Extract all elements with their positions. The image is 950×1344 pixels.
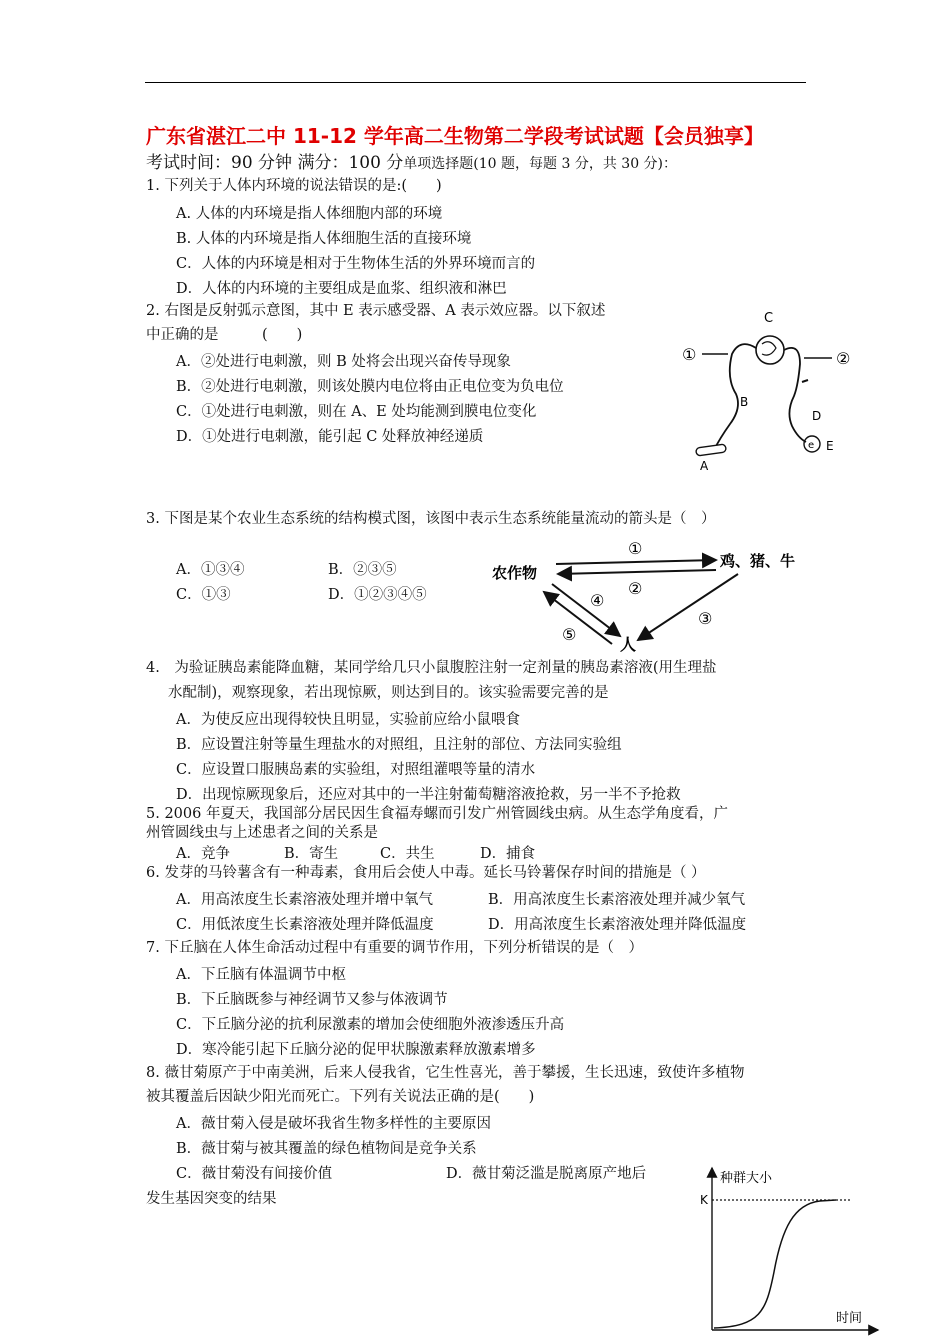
q4-stem-line2: 水配制)，观察现象，若出现惊厥，则达到目的。该实验需要完善的是	[168, 685, 609, 701]
document-title: 广东省湛江二中 11-12 学年高二生物第二学段考试试题【会员独享】	[146, 124, 764, 148]
q8-stem-line1: 8. 薇甘菊原产于中南美洲，后来人侵我省，它生性喜光，善于攀援，生长迅速，致使许多植物	[146, 1065, 745, 1081]
svg-text:e: e	[808, 440, 815, 451]
y-axis-label: 种群大小	[720, 1171, 773, 1186]
q1-option-c: C．人体的内环境是相对于生物体生活的外界环境而言的	[176, 256, 536, 272]
effector-a	[696, 444, 727, 456]
exam-info-line	[146, 148, 677, 173]
q5-option-c: C．共生	[380, 846, 435, 862]
q6-option-c: C．用低浓度生长素溶液处理并降低温度	[176, 917, 434, 933]
s-curve	[714, 1200, 836, 1328]
q4-option-d: D．出现惊厥现象后，还应对其中的一半注射葡萄糖溶液抢救，另一半不予抢救	[176, 787, 681, 803]
q3-option-a: A．①③④	[176, 562, 245, 578]
arrow-label-5: ⑤	[562, 625, 577, 644]
label-b: B	[740, 395, 749, 409]
center-c-circle	[756, 336, 784, 364]
q7-option-b: B．下丘脑既参与神经调节又参与体液调节	[176, 992, 448, 1008]
label-d: D	[812, 409, 822, 423]
q7-option-a: A．下丘脑有体温调节中枢	[176, 967, 346, 983]
q5-option-a: A．竞争	[176, 846, 230, 862]
q8-stem-line2: 被其覆盖后因缺少阳光而死亡。下列有关说法正确的是( )	[146, 1089, 535, 1105]
q4-option-a: A．为使反应出现得较快且明显，实验前应给小鼠喂食	[176, 712, 520, 728]
label-e: E	[826, 439, 834, 453]
x-axis-label: 时间	[836, 1311, 863, 1326]
q3-option-b: B．②③⑤	[328, 562, 397, 578]
q7-stem: 7. 下丘脑在人体生命活动过程中有重要的调节作用，下列分析错误的是（ ）	[146, 940, 643, 956]
q5-option-d: D．捕食	[480, 846, 536, 862]
q2-option-d: D．①处进行电刺激，能引起 C 处释放神经递质	[176, 429, 484, 445]
q1-option-d: D．人体的内环境的主要组成是血浆、组织液和淋巴	[176, 281, 507, 297]
q8-option-b: B．薇甘菊与被其覆盖的绿色植物间是竞争关系	[176, 1141, 477, 1157]
q2-option-b: B．②处进行电刺激，则该处膜内电位将由正电位变为负电位	[176, 379, 564, 395]
q2-stem-line1: 2. 右图是反射弧示意图，其中 E 表示感受器、A 表示效应器。以下叙述	[146, 303, 606, 319]
arrow-label-4: ④	[590, 591, 605, 610]
reflex-arc-figure	[676, 308, 866, 478]
ecosystem-figure	[486, 532, 816, 658]
header-rule	[145, 82, 806, 83]
q8-option-a: A．薇甘菊入侵是破坏我省生物多样性的主要原因	[176, 1116, 491, 1132]
q1-stem: 1. 下列关于人体内环境的说法错误的是:( )	[146, 178, 442, 194]
q8-option-c: C．薇甘菊没有间接价值	[176, 1166, 333, 1182]
q3-option-c: C．①③	[176, 587, 231, 603]
k-label: K	[700, 1193, 708, 1207]
q1-option-b: B. 人体的内环境是指人体细胞生活的直接环境	[176, 231, 472, 247]
arrow-label-3: ③	[698, 609, 713, 628]
q6-option-d: D．用高浓度生长素溶液处理并降低温度	[488, 917, 747, 933]
q4-option-b: B．应设置注射等量生理盐水的对照组，且注射的部位、方法同实验组	[176, 737, 622, 753]
label-a: A	[700, 459, 709, 473]
section-note: 单项选择题(10 题，每题 3 分，共 30 分)：	[403, 156, 678, 172]
q6-option-b: B．用高浓度生长素溶液处理并减少氧气	[488, 892, 746, 908]
label-site-2: ②	[836, 349, 851, 368]
growth-curve-figure	[690, 1162, 890, 1340]
q5-option-b: B．寄生	[284, 846, 339, 862]
q4-option-c: C．应设置口服胰岛素的实验组，对照组灌喂等量的清水	[176, 762, 536, 778]
label-site-1: ①	[682, 345, 697, 364]
q6-stem: 6. 发芽的马铃薯含有一种毒素，食用后会使人中毒。延长马铃薯保存时间的措施是（ ）	[146, 865, 706, 881]
node-livestock: 鸡、猪、牛	[720, 552, 796, 570]
exam-info: 考试时间：90 分钟 满分：100 分	[146, 153, 404, 173]
label-c: C	[764, 311, 774, 326]
arrow-label-1: ①	[628, 539, 643, 558]
q8-continuation: 发生基因突变的结果	[146, 1191, 277, 1207]
node-human: 人	[620, 635, 637, 654]
q3-option-d: D．①②③④⑤	[328, 587, 427, 603]
q4-stem-line1: 4. 为验证胰岛素能降血糖，某同学给几只小鼠腹腔注射一定剂量的胰岛素溶液(用生理盐	[146, 660, 717, 676]
q7-option-c: C．下丘脑分泌的抗利尿激素的增加会使细胞外液渗透压升高	[176, 1017, 565, 1033]
q8-option-d: D．薇甘菊泛滥是脱离原产地后	[446, 1166, 647, 1182]
q3-stem: 3. 下图是某个农业生态系统的结构模式图，该图中表示生态系统能量流动的箭头是（ ）	[146, 511, 716, 527]
q2-option-c: C．①处进行电刺激，则在 A、E 处均能测到膜电位变化	[176, 404, 537, 420]
arrow-label-2: ②	[628, 579, 643, 598]
q2-option-a: A．②处进行电刺激，则 B 处将会出现兴奋传导现象	[176, 354, 511, 370]
q6-option-a: A．用高浓度生长素溶液处理并增中氧气	[176, 892, 433, 908]
node-crops: 农作物	[492, 564, 538, 582]
q1-option-a: A. 人体的内环境是指人体细胞内部的环境	[176, 206, 443, 222]
q5-stem-line1: 5. 2006 年夏天，我国部分居民因生食福寿螺而引发广州管圆线虫病。从生态学角度看，广	[146, 806, 728, 822]
q7-option-d: D．寒冷能引起下丘脑分泌的促甲状腺激素释放激素增多	[176, 1042, 536, 1058]
q2-stem-line2: 中正确的是 ( )	[146, 327, 303, 343]
q5-stem-line2: 州管圆线虫与上述患者之间的关系是	[146, 825, 378, 841]
